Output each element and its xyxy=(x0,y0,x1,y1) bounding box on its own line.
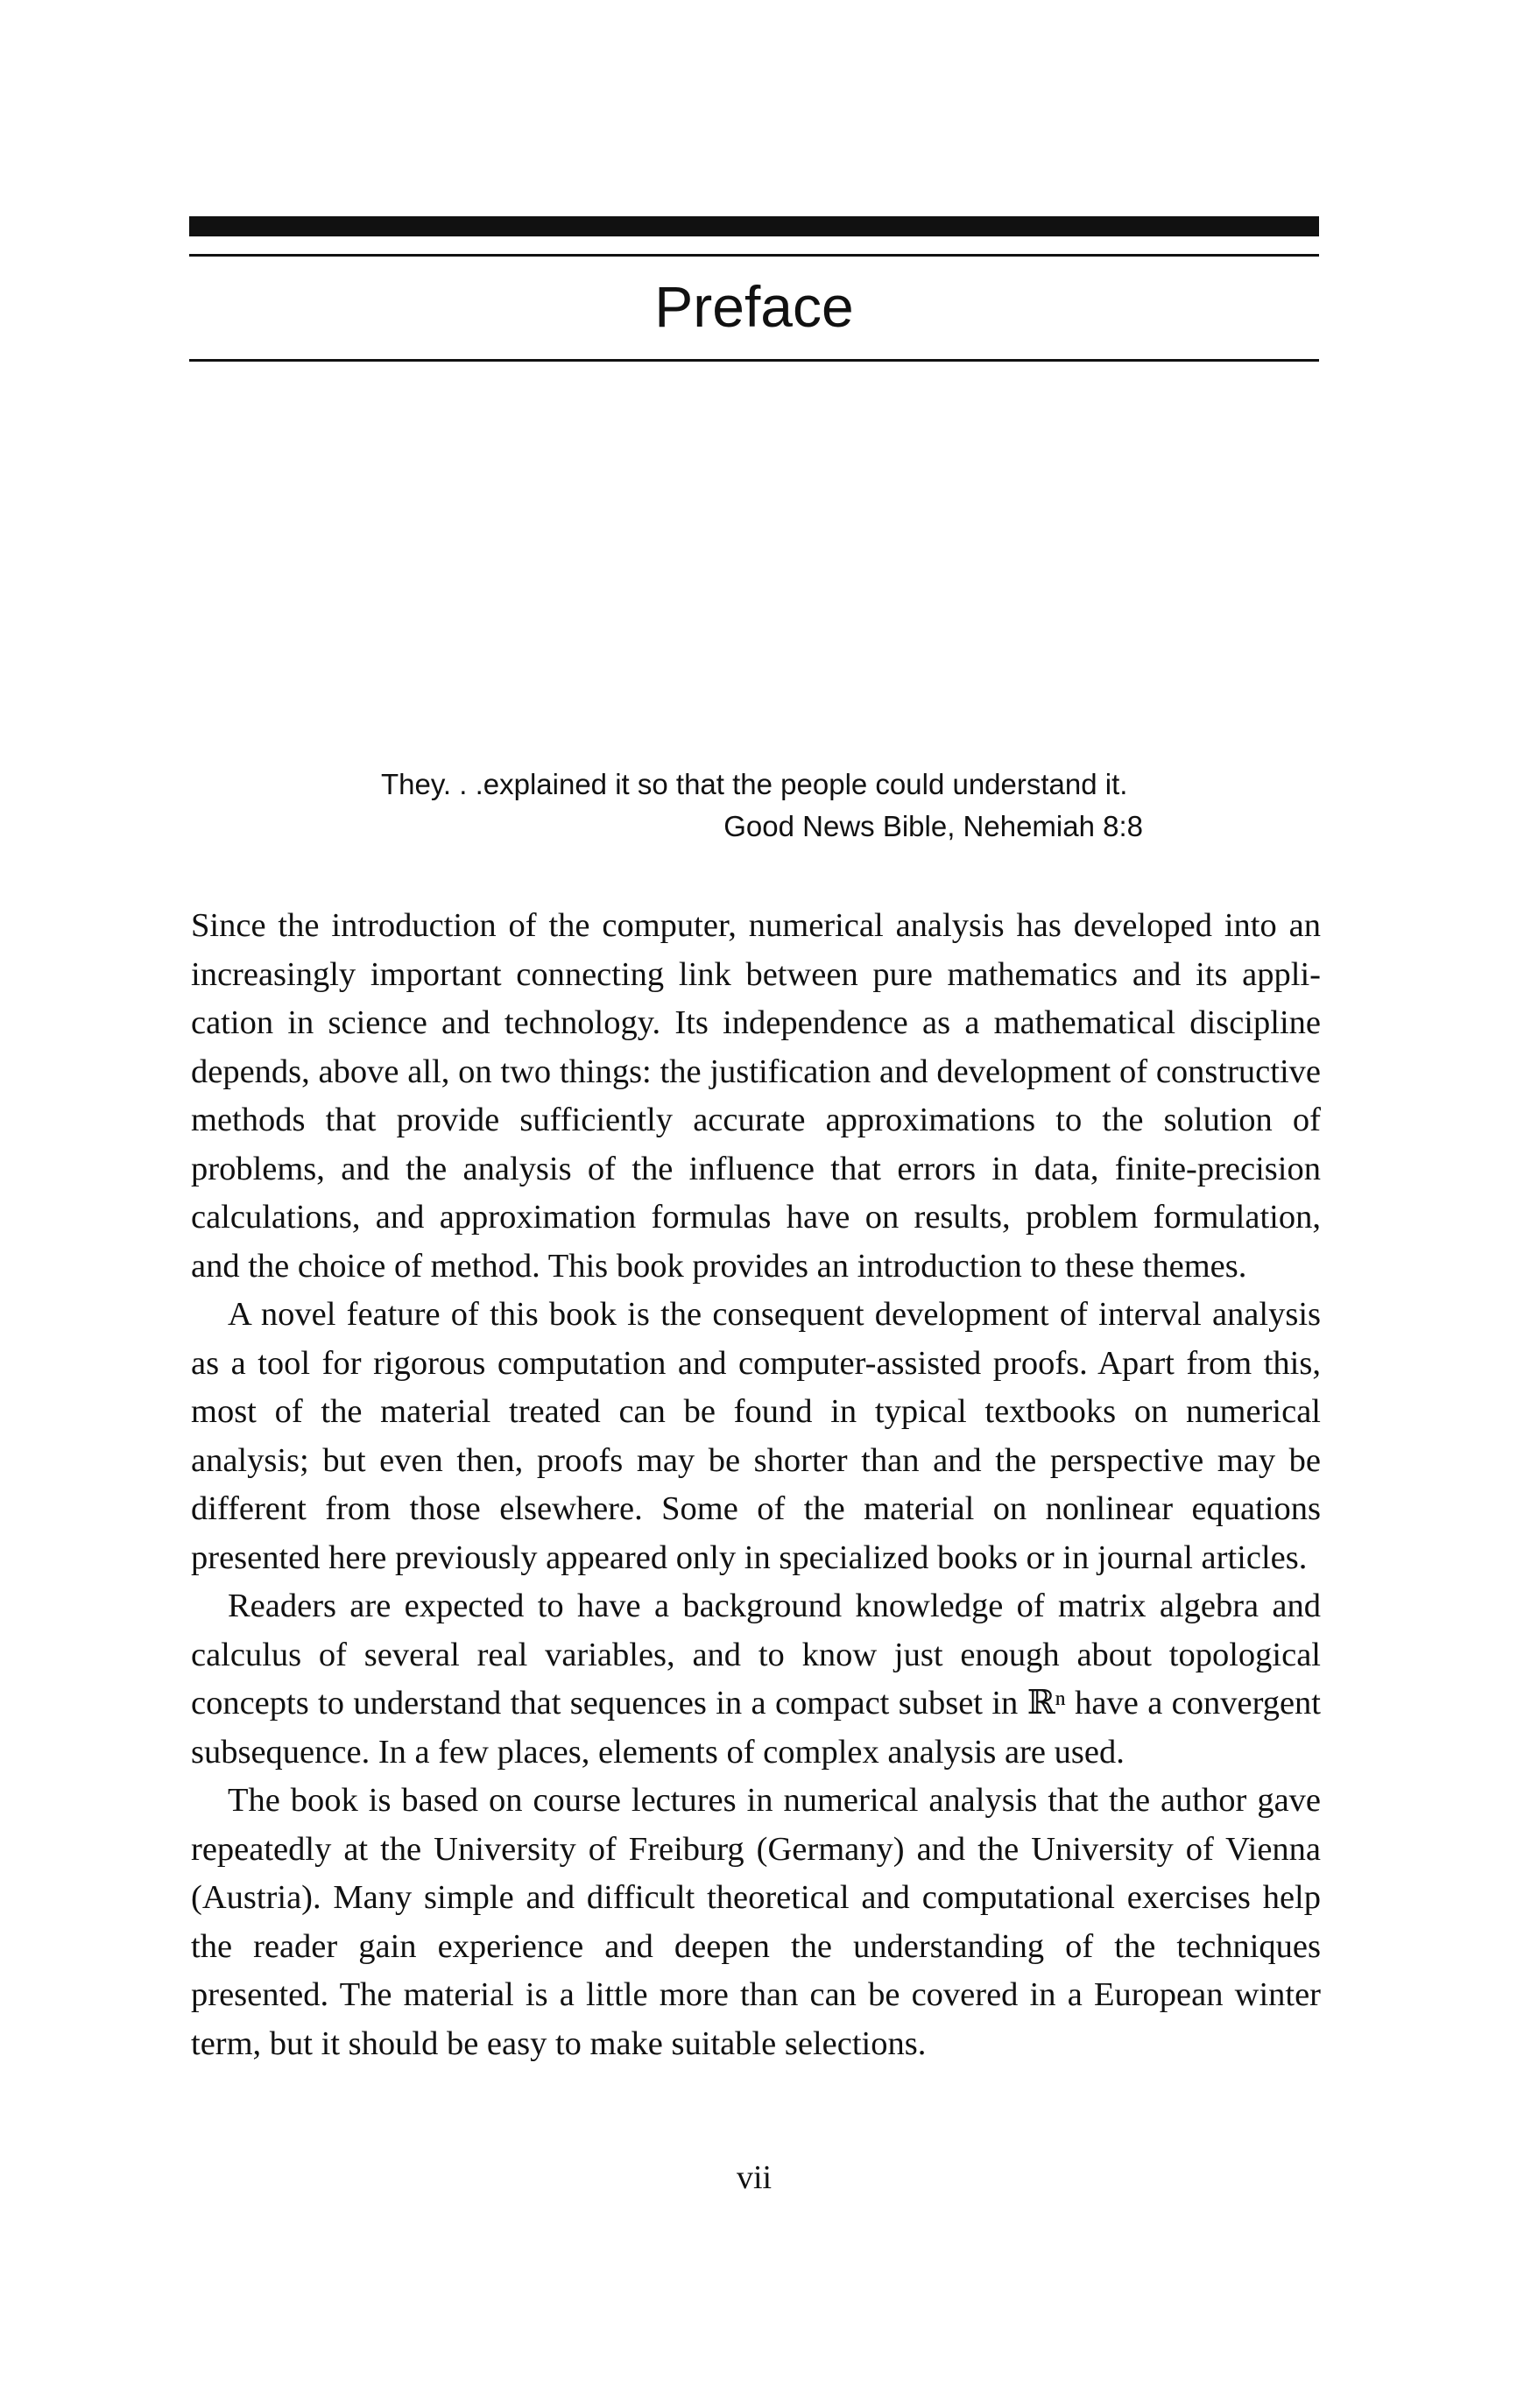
page-number: vii xyxy=(736,2159,773,2196)
epigraph-source: Good News Bible, Nehemiah 8:8 xyxy=(723,810,1143,842)
preface-body xyxy=(191,902,1321,2068)
paragraph-3: Readers are expected to have a background knowledge of matrix algebra and calculus of several real variables, and to know just enough about topological concepts to understand that sequences in a compact subset in ℝⁿ have a convergent subsequence. In a few places, elements of complex analysis are used. xyxy=(191,1588,1321,1771)
page-title: Preface xyxy=(654,274,854,339)
epigraph xyxy=(381,764,1143,848)
paragraph-2: A novel feature of this book is the consequent development of interval analysis as a tool for rigorous computation and computer-assisted proofs. Apart from this, most of the material treated can be found in typical textbooks on numerical analysis; but even then, proofs may be shorter than and the perspective may be different from those elsewhere. Some of the material on nonlinear equations presented here previously appeared only in specialized books or in journal articles. xyxy=(191,1296,1321,1576)
epigraph-quote: They. . .explained it so that the people could understand it. xyxy=(381,768,1128,800)
paragraph-1: Since the introduction of the computer, numerical analysis has developed into an increasingly important connecting link between pure mathematics and its application in science and technology. Its independence as a mathematical discipline depends, above all, on two things: the justification and development of constructive methods that provide sufficiently accurate approximations to the solution of problems, and the analysis of the influence that errors in data, finite-precision calculations, and approximation formulas have on results, problem formulation, and the choice of method. This book provides an introduction to these themes. xyxy=(191,907,1321,1285)
paragraph-4: The book is based on course lectures in numerical analysis that the author gave repeatedly at the University of Freiburg (Germany) and the University of Vienna (Austria). Many simple and difficult theoretical and computational exercises help the reader gain experience and deepen the understanding of the techniques presented. The material is a little more than can be covered in a European winter term, but it should be easy to make suitable selections. xyxy=(191,1782,1321,2062)
chapter-title-top-rule xyxy=(189,254,1319,257)
chapter-title-bottom-rule xyxy=(189,359,1319,362)
chapter-top-thick-rule xyxy=(189,216,1319,236)
